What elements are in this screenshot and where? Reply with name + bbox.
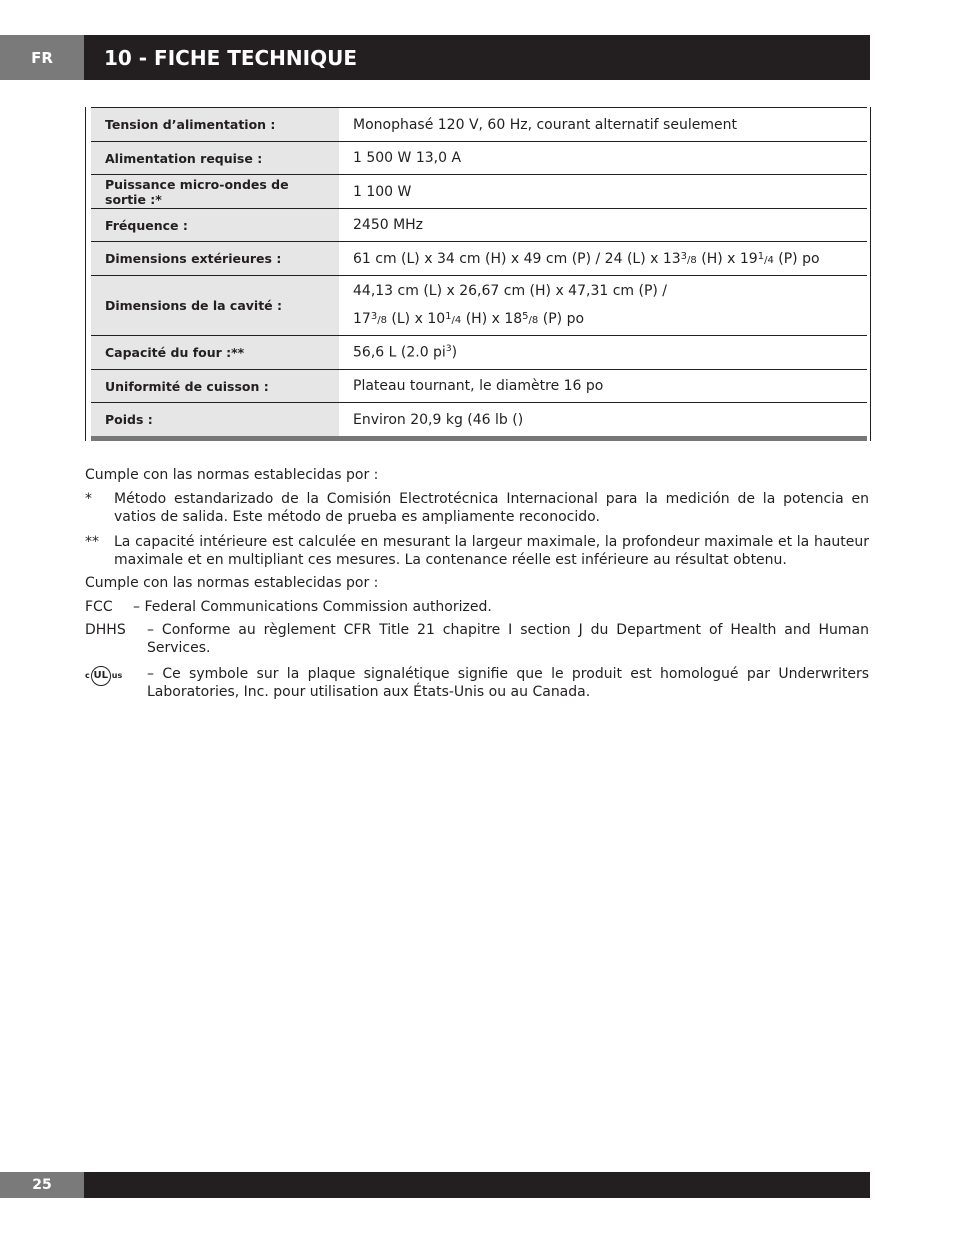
spec-label: Capacité du four :** xyxy=(91,336,339,370)
spec-table xyxy=(91,107,867,437)
footer-bar xyxy=(84,1172,870,1198)
spec-label: Alimentation requise : xyxy=(91,142,339,175)
spec-row-cavity-dimensions xyxy=(91,276,867,336)
spec-value: 61 cm (L) x 34 cm (H) x 49 cm (P) / 24 (L) x 133/8 (H) x 191/4 (P) po xyxy=(339,242,867,276)
spec-label: Poids : xyxy=(91,403,339,437)
spec-label: Uniformité de cuisson : xyxy=(91,370,339,403)
fcc-note xyxy=(85,598,869,616)
dhhs-text: – Conforme au règlement CFR Title 21 chapitre I section J du Department of Health and Human Services. xyxy=(147,622,869,656)
section-title: 10 - FICHE TECHNIQUE xyxy=(84,35,870,80)
footnote-text: Método estandarizado de la Comisión Electrotécnica Internacional para la medición de la potencia en vatios de salida. Este método de prueba es ampliamente reconocido. xyxy=(114,491,869,525)
footnote-mark: ** xyxy=(85,534,99,550)
fcc-mark: FCC xyxy=(85,599,113,615)
spec-row-voltage xyxy=(91,108,867,142)
compliance-notes xyxy=(85,466,869,701)
spec-row-weight xyxy=(91,403,867,437)
dhhs-mark: DHHS xyxy=(85,622,126,638)
spec-value: Monophasé 120 V, 60 Hz, courant alternatif seulement xyxy=(339,108,867,142)
footnote-star xyxy=(85,490,869,526)
spec-row-cooking-uniformity xyxy=(91,370,867,403)
spec-value: 1 100 W xyxy=(339,175,867,209)
footnote-mark: * xyxy=(85,491,92,507)
spec-value: 2450 MHz xyxy=(339,209,867,242)
table-bottom-rule xyxy=(91,436,867,441)
spec-value: 44,13 cm (L) x 26,67 cm (H) x 47,31 cm (P) / 173/8 (L) x 101/4 (H) x 185/8 (P) po xyxy=(339,276,867,336)
spec-row-frequency xyxy=(91,209,867,242)
footnote-double-star xyxy=(85,533,869,569)
ul-listed-icon: c UL us xyxy=(85,665,133,687)
ul-note xyxy=(85,665,869,701)
spec-row-outer-dimensions xyxy=(91,242,867,276)
spec-label: Dimensions de la cavité : xyxy=(91,276,339,336)
language-tab: FR xyxy=(0,35,84,80)
spec-label: Tension d’alimentation : xyxy=(91,108,339,142)
fcc-text: – Federal Communications Commission authorized. xyxy=(133,599,492,615)
spec-table-frame xyxy=(85,107,871,441)
spec-value: Environ 20,9 kg (46 lb () xyxy=(339,403,867,437)
spec-value: Plateau tournant, le diamètre 16 po xyxy=(339,370,867,403)
spec-row-capacity xyxy=(91,336,867,370)
spec-label: Puissance micro-ondes de sortie :* xyxy=(91,175,339,209)
spec-label: Dimensions extérieures : xyxy=(91,242,339,276)
standards-intro-2: Cumple con las normas establecidas por : xyxy=(85,575,379,591)
spec-label: Fréquence : xyxy=(91,209,339,242)
ul-text: – Ce symbole sur la plaque signalétique signifie que le produit est homologué par Underwriters Laboratories, Inc. pour utilisation aux États-Unis ou au Canada. xyxy=(147,666,869,700)
spec-row-power-required xyxy=(91,142,867,175)
spec-value: 1 500 W 13,0 A xyxy=(339,142,867,175)
spec-row-output-power xyxy=(91,175,867,209)
dhhs-note xyxy=(85,621,869,657)
standards-intro: Cumple con las normas establecidas por : xyxy=(85,467,379,483)
spec-value: 56,6 L (2.0 $pi^3$) xyxy=(339,336,867,370)
footnote-text: La capacité intérieure est calculée en mesurant la largeur maximale, la profondeur maximale et la hauteur maximale et en multipliant ces mesures. La contenance réelle est inférieure au résultat obtenu. xyxy=(114,534,869,568)
page-number: 25 xyxy=(0,1172,84,1198)
